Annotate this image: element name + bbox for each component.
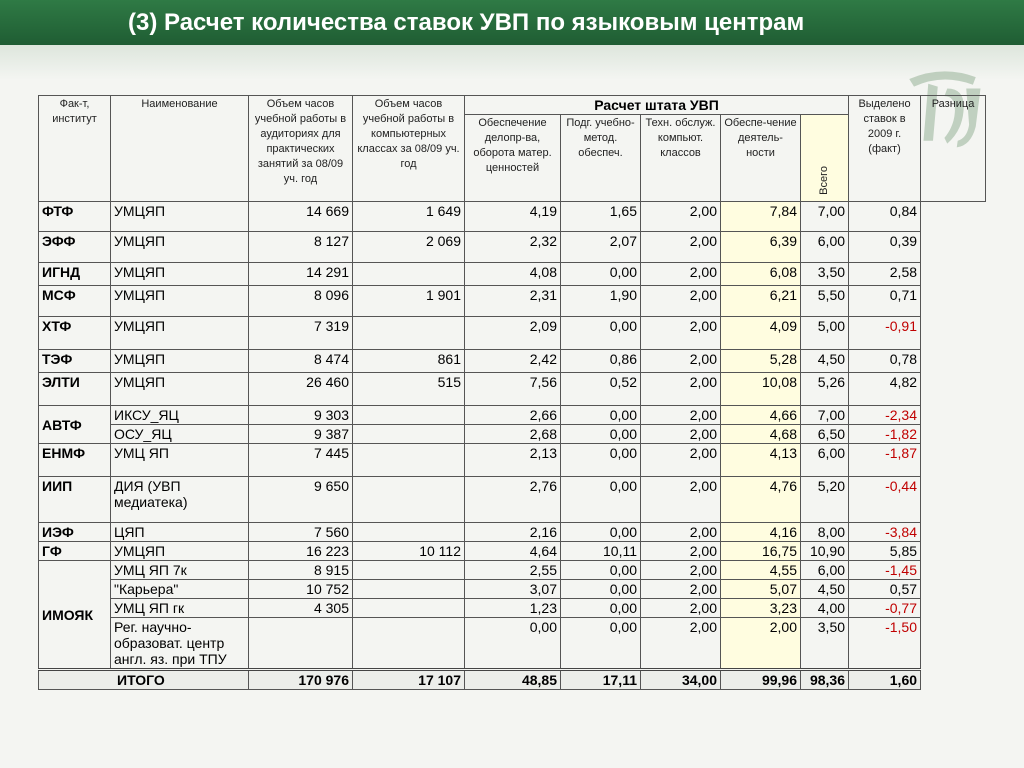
- cell-hours-aud: 9 650: [249, 477, 353, 523]
- cell-hours-aud: 9 387: [249, 425, 353, 444]
- cell-name: Рег. научно-образоват. центр англ. яз. при ТПУ: [111, 618, 249, 670]
- table-row: [39, 350, 986, 373]
- table-row: [39, 561, 986, 580]
- cell-obesp: 7,56: [465, 373, 561, 406]
- cell-hours-comp: 861: [353, 350, 465, 373]
- cell-vydeleno: 6,00: [801, 444, 849, 477]
- cell-hours-comp: [353, 580, 465, 599]
- cell-fak: ГФ: [39, 542, 111, 561]
- header-tehn: Техн. обслуж. компьют. классов: [641, 115, 721, 202]
- cell-podg: 0,00: [561, 263, 641, 286]
- cell-obesp-deyat: 2,00: [641, 373, 721, 406]
- header-vsego-label: Всего: [818, 166, 830, 195]
- cell-obesp-deyat: 2,00: [641, 561, 721, 580]
- cell-hours-comp: 1 649: [353, 202, 465, 232]
- cell-vsego: 16,75: [721, 542, 801, 561]
- cell-hours-aud: 8 096: [249, 286, 353, 317]
- header-hours-aud: Объем часов учебной работы в аудиториях для практических занятий за 08/09 уч. год: [249, 96, 353, 202]
- cell-obesp-deyat: 2,00: [641, 317, 721, 350]
- slide-title-bar: [0, 0, 1024, 45]
- header-obesp-deyat: Обеспе-чение деятель-ности: [721, 115, 801, 202]
- cell-vsego: 4,76: [721, 477, 801, 523]
- cell-fak: ЭЛТИ: [39, 373, 111, 406]
- cell-raznica: -1,45: [849, 561, 921, 580]
- cell-hours-comp: [353, 477, 465, 523]
- cell-podg: 0,00: [561, 580, 641, 599]
- table-row: [39, 373, 986, 406]
- slide-title: (3) Расчет количества ставок УВП по языковым центрам: [128, 8, 805, 36]
- cell-total-label: ИТОГО: [39, 670, 249, 690]
- cell-hours-aud: 7 445: [249, 444, 353, 477]
- cell-raznica: -2,34: [849, 406, 921, 425]
- cell-podg: 2,07: [561, 232, 641, 263]
- cell-hours-comp: [353, 523, 465, 542]
- cell-obesp: 2,13: [465, 444, 561, 477]
- cell-hours-aud: 14 669: [249, 202, 353, 232]
- cell-hours-aud: 26 460: [249, 373, 353, 406]
- header-obesp: Обеспечение делопр-ва, оборота матер. ценностей: [465, 115, 561, 202]
- cell-vsego: 4,09: [721, 317, 801, 350]
- cell-raznica: 0,71: [849, 286, 921, 317]
- cell-vsego: 6,39: [721, 232, 801, 263]
- total-obesp-deyat: 34,00: [641, 670, 721, 690]
- cell-obesp: 4,64: [465, 542, 561, 561]
- cell-name: "Карьера": [111, 580, 249, 599]
- cell-name: УМЦЯП: [111, 202, 249, 232]
- cell-name: УМЦ ЯП: [111, 444, 249, 477]
- cell-vydeleno: 4,50: [801, 350, 849, 373]
- cell-vsego: 2,00: [721, 618, 801, 670]
- cell-raznica: -1,82: [849, 425, 921, 444]
- table-row: [39, 580, 986, 599]
- cell-podg: 0,00: [561, 406, 641, 425]
- cell-podg: 1,90: [561, 286, 641, 317]
- cell-hours-aud: [249, 618, 353, 670]
- cell-vydeleno: 3,50: [801, 618, 849, 670]
- cell-obesp: 2,32: [465, 232, 561, 263]
- cell-name: ОСУ_ЯЦ: [111, 425, 249, 444]
- cell-raznica: 0,78: [849, 350, 921, 373]
- cell-obesp-deyat: 2,00: [641, 618, 721, 670]
- cell-fak: ЭФФ: [39, 232, 111, 263]
- cell-podg: 0,00: [561, 317, 641, 350]
- cell-fak: ИИП: [39, 477, 111, 523]
- table-row: [39, 406, 986, 425]
- cell-vydeleno: 5,20: [801, 477, 849, 523]
- table-row: [39, 286, 986, 317]
- cell-hours-comp: [353, 425, 465, 444]
- cell-obesp-deyat: 2,00: [641, 425, 721, 444]
- header-name: Наименование: [111, 96, 249, 202]
- cell-podg: 0,00: [561, 561, 641, 580]
- cell-podg: 1,65: [561, 202, 641, 232]
- cell-name: ДИЯ (УВП медиатека): [111, 477, 249, 523]
- cell-vsego: 6,08: [721, 263, 801, 286]
- cell-vsego: 6,21: [721, 286, 801, 317]
- cell-raznica: 2,58: [849, 263, 921, 286]
- cell-vsego: 4,55: [721, 561, 801, 580]
- cell-hours-aud: 7 560: [249, 523, 353, 542]
- total-hours-aud: 170 976: [249, 670, 353, 690]
- table-row: [39, 425, 986, 444]
- cell-obesp: 3,07: [465, 580, 561, 599]
- cell-obesp-deyat: 2,00: [641, 202, 721, 232]
- table-row: [39, 618, 986, 670]
- cell-raznica: -0,91: [849, 317, 921, 350]
- table-row: [39, 542, 986, 561]
- cell-fak: ИМОЯК: [39, 561, 111, 670]
- cell-podg: 0,00: [561, 599, 641, 618]
- cell-hours-aud: 8 127: [249, 232, 353, 263]
- cell-obesp-deyat: 2,00: [641, 232, 721, 263]
- cell-raznica: -1,50: [849, 618, 921, 670]
- cell-obesp-deyat: 2,00: [641, 542, 721, 561]
- cell-obesp: 0,00: [465, 618, 561, 670]
- cell-hours-comp: 10 112: [353, 542, 465, 561]
- cell-hours-comp: [353, 406, 465, 425]
- cell-hours-aud: 4 305: [249, 599, 353, 618]
- cell-vsego: 5,07: [721, 580, 801, 599]
- cell-fak: ХТФ: [39, 317, 111, 350]
- cell-name: ЦЯП: [111, 523, 249, 542]
- cell-vydeleno: 5,00: [801, 317, 849, 350]
- total-row: [39, 670, 986, 690]
- cell-vsego: 4,16: [721, 523, 801, 542]
- cell-fak: МСФ: [39, 286, 111, 317]
- header-vydeleno: Выделено ставок в 2009 г. (факт): [849, 96, 921, 202]
- cell-raznica: -1,87: [849, 444, 921, 477]
- cell-obesp: 2,16: [465, 523, 561, 542]
- cell-fak: ИЭФ: [39, 523, 111, 542]
- cell-vsego: 3,23: [721, 599, 801, 618]
- table-row: [39, 477, 986, 523]
- cell-obesp-deyat: 2,00: [641, 263, 721, 286]
- header-raschet: Расчет штата УВП: [465, 96, 849, 115]
- cell-obesp-deyat: 2,00: [641, 477, 721, 523]
- cell-name: УМЦЯП: [111, 542, 249, 561]
- cell-raznica: 0,84: [849, 202, 921, 232]
- cell-hours-aud: 10 752: [249, 580, 353, 599]
- cell-podg: 10,11: [561, 542, 641, 561]
- cell-vsego: 7,84: [721, 202, 801, 232]
- table-row: [39, 317, 986, 350]
- cell-name: УМЦЯП: [111, 350, 249, 373]
- cell-name: ИКСУ_ЯЦ: [111, 406, 249, 425]
- cell-hours-comp: [353, 317, 465, 350]
- cell-obesp: 2,42: [465, 350, 561, 373]
- cell-hours-aud: 16 223: [249, 542, 353, 561]
- cell-podg: 0,86: [561, 350, 641, 373]
- cell-vydeleno: 10,90: [801, 542, 849, 561]
- cell-hours-aud: 8 474: [249, 350, 353, 373]
- cell-vsego: 10,08: [721, 373, 801, 406]
- cell-vydeleno: 4,50: [801, 580, 849, 599]
- total-vydeleno: 98,36: [801, 670, 849, 690]
- cell-hours-comp: 515: [353, 373, 465, 406]
- cell-vydeleno: 6,50: [801, 425, 849, 444]
- cell-obesp-deyat: 2,00: [641, 444, 721, 477]
- cell-vydeleno: 3,50: [801, 263, 849, 286]
- header-hours-comp: Объем часов учебной работы в компьютерных классах за 08/09 уч. год: [353, 96, 465, 202]
- cell-vydeleno: 8,00: [801, 523, 849, 542]
- cell-obesp-deyat: 2,00: [641, 599, 721, 618]
- cell-hours-comp: [353, 618, 465, 670]
- cell-name: УМЦЯП: [111, 263, 249, 286]
- header-vsego: [801, 115, 849, 202]
- total-raznica: 1,60: [849, 670, 921, 690]
- cell-raznica: 0,57: [849, 580, 921, 599]
- cell-obesp: 2,31: [465, 286, 561, 317]
- cell-obesp: 1,23: [465, 599, 561, 618]
- cell-podg: 0,00: [561, 444, 641, 477]
- cell-podg: 0,00: [561, 523, 641, 542]
- header-fak: Фак-т, институт: [39, 96, 111, 202]
- cell-hours-aud: 14 291: [249, 263, 353, 286]
- cell-obesp: 2,68: [465, 425, 561, 444]
- cell-name: УМЦЯП: [111, 286, 249, 317]
- cell-raznica: -0,44: [849, 477, 921, 523]
- cell-hours-comp: 2 069: [353, 232, 465, 263]
- total-podg: 17,11: [561, 670, 641, 690]
- cell-name: УМЦЯП: [111, 232, 249, 263]
- cell-raznica: -3,84: [849, 523, 921, 542]
- cell-vsego: 5,28: [721, 350, 801, 373]
- cell-name: УМЦ ЯП гк: [111, 599, 249, 618]
- cell-podg: 0,00: [561, 618, 641, 670]
- cell-vsego: 4,13: [721, 444, 801, 477]
- cell-podg: 0,00: [561, 425, 641, 444]
- cell-vydeleno: 7,00: [801, 406, 849, 425]
- cell-obesp-deyat: 2,00: [641, 350, 721, 373]
- cell-name: УМЦ ЯП 7к: [111, 561, 249, 580]
- cell-hours-comp: [353, 599, 465, 618]
- cell-raznica: 4,82: [849, 373, 921, 406]
- cell-obesp: 2,55: [465, 561, 561, 580]
- cell-hours-aud: 8 915: [249, 561, 353, 580]
- total-obesp: 48,85: [465, 670, 561, 690]
- cell-obesp: 4,19: [465, 202, 561, 232]
- cell-hours-comp: [353, 263, 465, 286]
- header-row-1: [39, 96, 986, 115]
- cell-podg: 0,52: [561, 373, 641, 406]
- cell-vydeleno: 5,26: [801, 373, 849, 406]
- cell-obesp-deyat: 2,00: [641, 406, 721, 425]
- cell-vydeleno: 5,50: [801, 286, 849, 317]
- cell-obesp: 2,76: [465, 477, 561, 523]
- cell-vsego: 4,68: [721, 425, 801, 444]
- table-row: [39, 523, 986, 542]
- cell-raznica: -0,77: [849, 599, 921, 618]
- cell-fak: ФТФ: [39, 202, 111, 232]
- cell-hours-comp: 1 901: [353, 286, 465, 317]
- cell-vydeleno: 6,00: [801, 561, 849, 580]
- cell-fak: ЕНМФ: [39, 444, 111, 477]
- cell-obesp: 4,08: [465, 263, 561, 286]
- cell-obesp: 2,66: [465, 406, 561, 425]
- cell-vydeleno: 7,00: [801, 202, 849, 232]
- cell-hours-comp: [353, 561, 465, 580]
- table-row: [39, 263, 986, 286]
- cell-podg: 0,00: [561, 477, 641, 523]
- cell-raznica: 5,85: [849, 542, 921, 561]
- table-row: [39, 444, 986, 477]
- cell-hours-comp: [353, 444, 465, 477]
- header-raznica: Разница: [921, 96, 986, 202]
- uvp-table: [38, 95, 986, 690]
- cell-vydeleno: 6,00: [801, 232, 849, 263]
- cell-name: УМЦЯП: [111, 317, 249, 350]
- cell-obesp-deyat: 2,00: [641, 580, 721, 599]
- header-podg: Подг. учебно-метод. обеспеч.: [561, 115, 641, 202]
- cell-hours-aud: 9 303: [249, 406, 353, 425]
- total-vsego: 99,96: [721, 670, 801, 690]
- cell-vydeleno: 4,00: [801, 599, 849, 618]
- table-row: [39, 202, 986, 232]
- cell-fak: АВТФ: [39, 406, 111, 444]
- cell-obesp: 2,09: [465, 317, 561, 350]
- cell-name: УМЦЯП: [111, 373, 249, 406]
- cell-raznica: 0,39: [849, 232, 921, 263]
- total-hours-comp: 17 107: [353, 670, 465, 690]
- title-shade: [0, 45, 1024, 80]
- cell-fak: ИГНД: [39, 263, 111, 286]
- cell-vsego: 4,66: [721, 406, 801, 425]
- cell-hours-aud: 7 319: [249, 317, 353, 350]
- cell-obesp-deyat: 2,00: [641, 523, 721, 542]
- cell-fak: ТЭФ: [39, 350, 111, 373]
- table-row: [39, 232, 986, 263]
- table-row: [39, 599, 986, 618]
- cell-obesp-deyat: 2,00: [641, 286, 721, 317]
